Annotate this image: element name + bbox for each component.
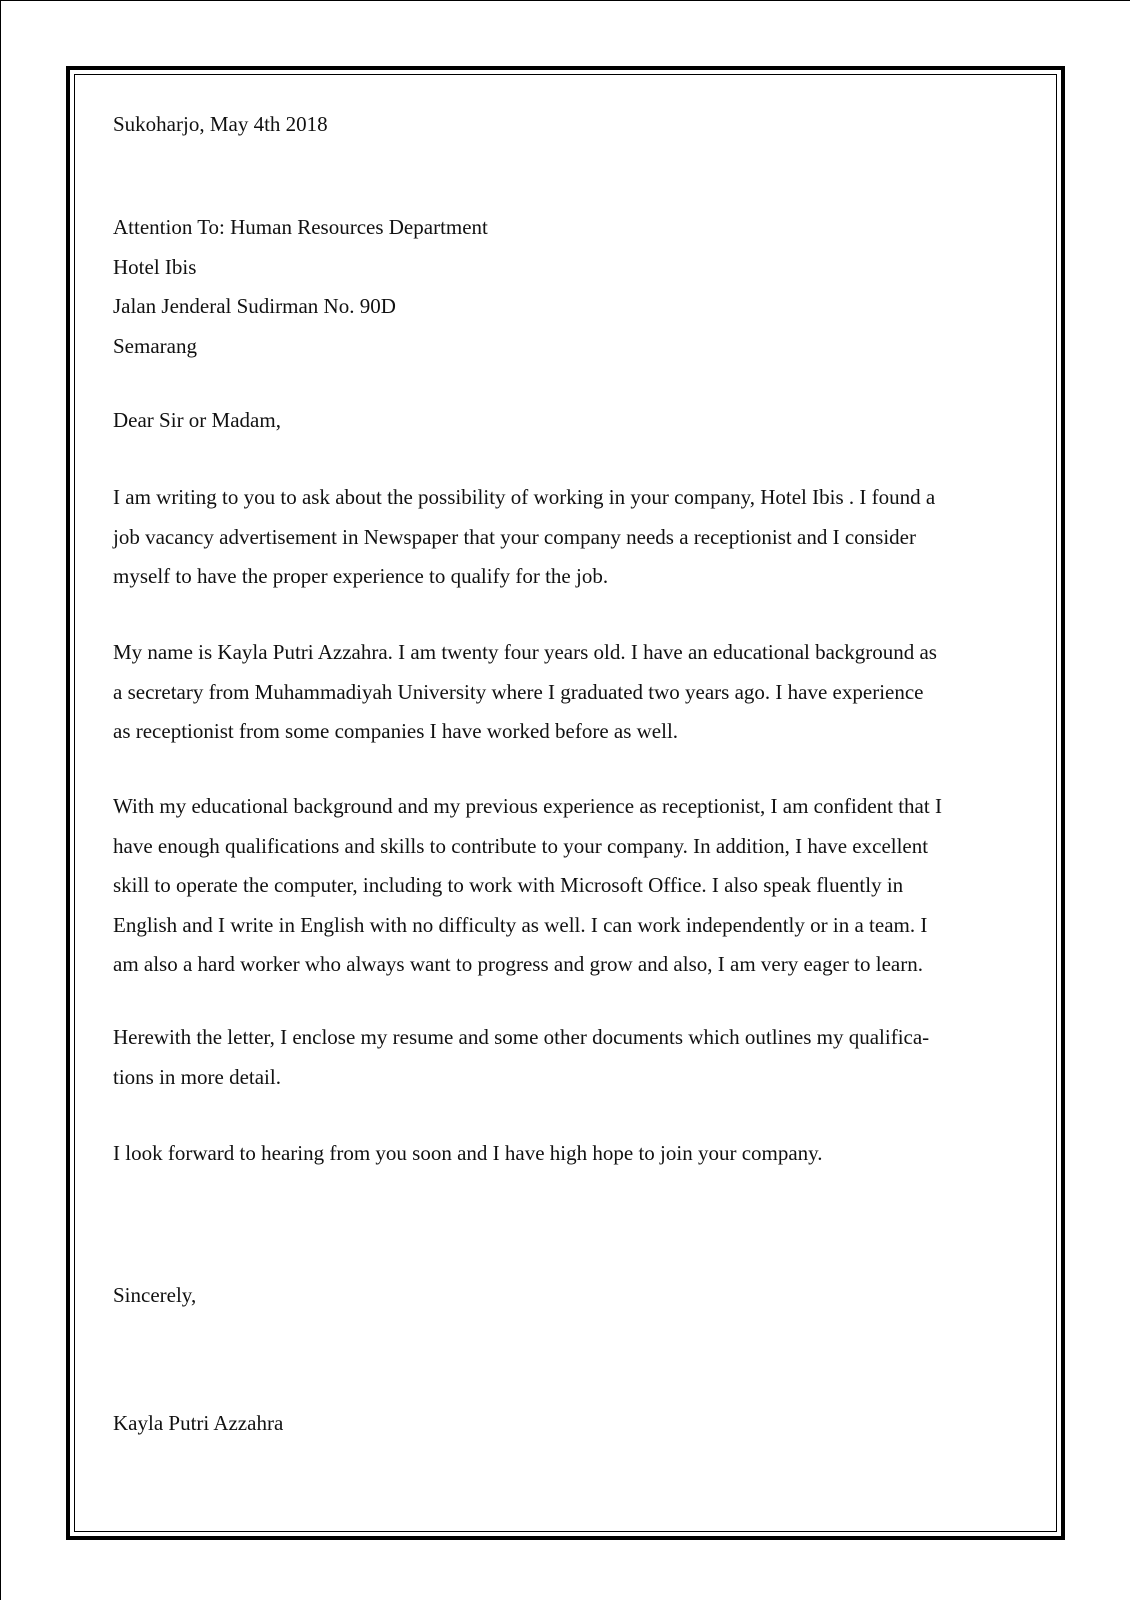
signature-name: Kayla Putri Azzahra [113, 1411, 284, 1435]
paragraph-4 [113, 1018, 1023, 1097]
signature [113, 1404, 1023, 1444]
paragraph-5 [113, 1134, 1023, 1174]
paragraph-line: tions in more detail. [113, 1064, 281, 1089]
date-line [113, 105, 1023, 145]
paragraph-line: English and I write in English with no difficulty as well. I can work independently or in a team. I [113, 912, 928, 937]
salutation [113, 401, 1023, 441]
paragraph-3 [113, 787, 1023, 985]
paragraph-line: I am writing to you to ask about the possibility of working in your company, Hotel Ibis . I found a [113, 485, 936, 509]
recipient-attention: Attention To: Human Resources Department [113, 215, 488, 239]
paragraph-line: I look forward to hearing from you soon and I have high hope to join your company. [113, 1141, 823, 1165]
paragraph-line: skill to operate the computer, including to work with Microsoft Office. I also speak fluently in [113, 873, 904, 897]
paragraph-line: a secretary from Muhammadiyah University where I graduated two years ago. I have experience [113, 679, 924, 704]
paragraph-line: job vacancy advertisement in Newspaper that your company needs a receptionist and I consider [113, 524, 916, 549]
paragraph-line: myself to have the proper experience to qualify for the job. [113, 564, 609, 588]
paragraph-line: Herewith the letter, I enclose my resume and some other documents which outlines my qualifica- [113, 1025, 930, 1049]
paragraph-line: With my educational background and my previous experience as receptionist, I am confident that I [113, 794, 942, 818]
paragraph-line: am also a hard worker who always want to progress and grow and also, I am very eager to learn. [113, 952, 923, 976]
recipient-block [113, 208, 1023, 366]
date-text: Sukoharjo, May 4th 2018 [113, 112, 328, 136]
paragraph-2 [113, 633, 1023, 752]
recipient-company: Hotel Ibis [113, 254, 197, 279]
closing-text: Sincerely, [113, 1283, 197, 1307]
recipient-street: Jalan Jenderal Sudirman No. 90D [113, 294, 396, 318]
closing [113, 1276, 1023, 1316]
recipient-city: Semarang [113, 333, 197, 358]
salutation-text: Dear Sir or Madam, [113, 408, 281, 432]
paragraph-1 [113, 478, 1023, 597]
paragraph-line: as receptionist from some companies I have worked before as well. [113, 719, 679, 743]
paragraph-line: My name is Kayla Putri Azzahra. I am twenty four years old. I have an educational background as [113, 640, 937, 664]
paragraph-line: have enough qualifications and skills to contribute to your company. In addition, I have excellent [113, 833, 929, 858]
